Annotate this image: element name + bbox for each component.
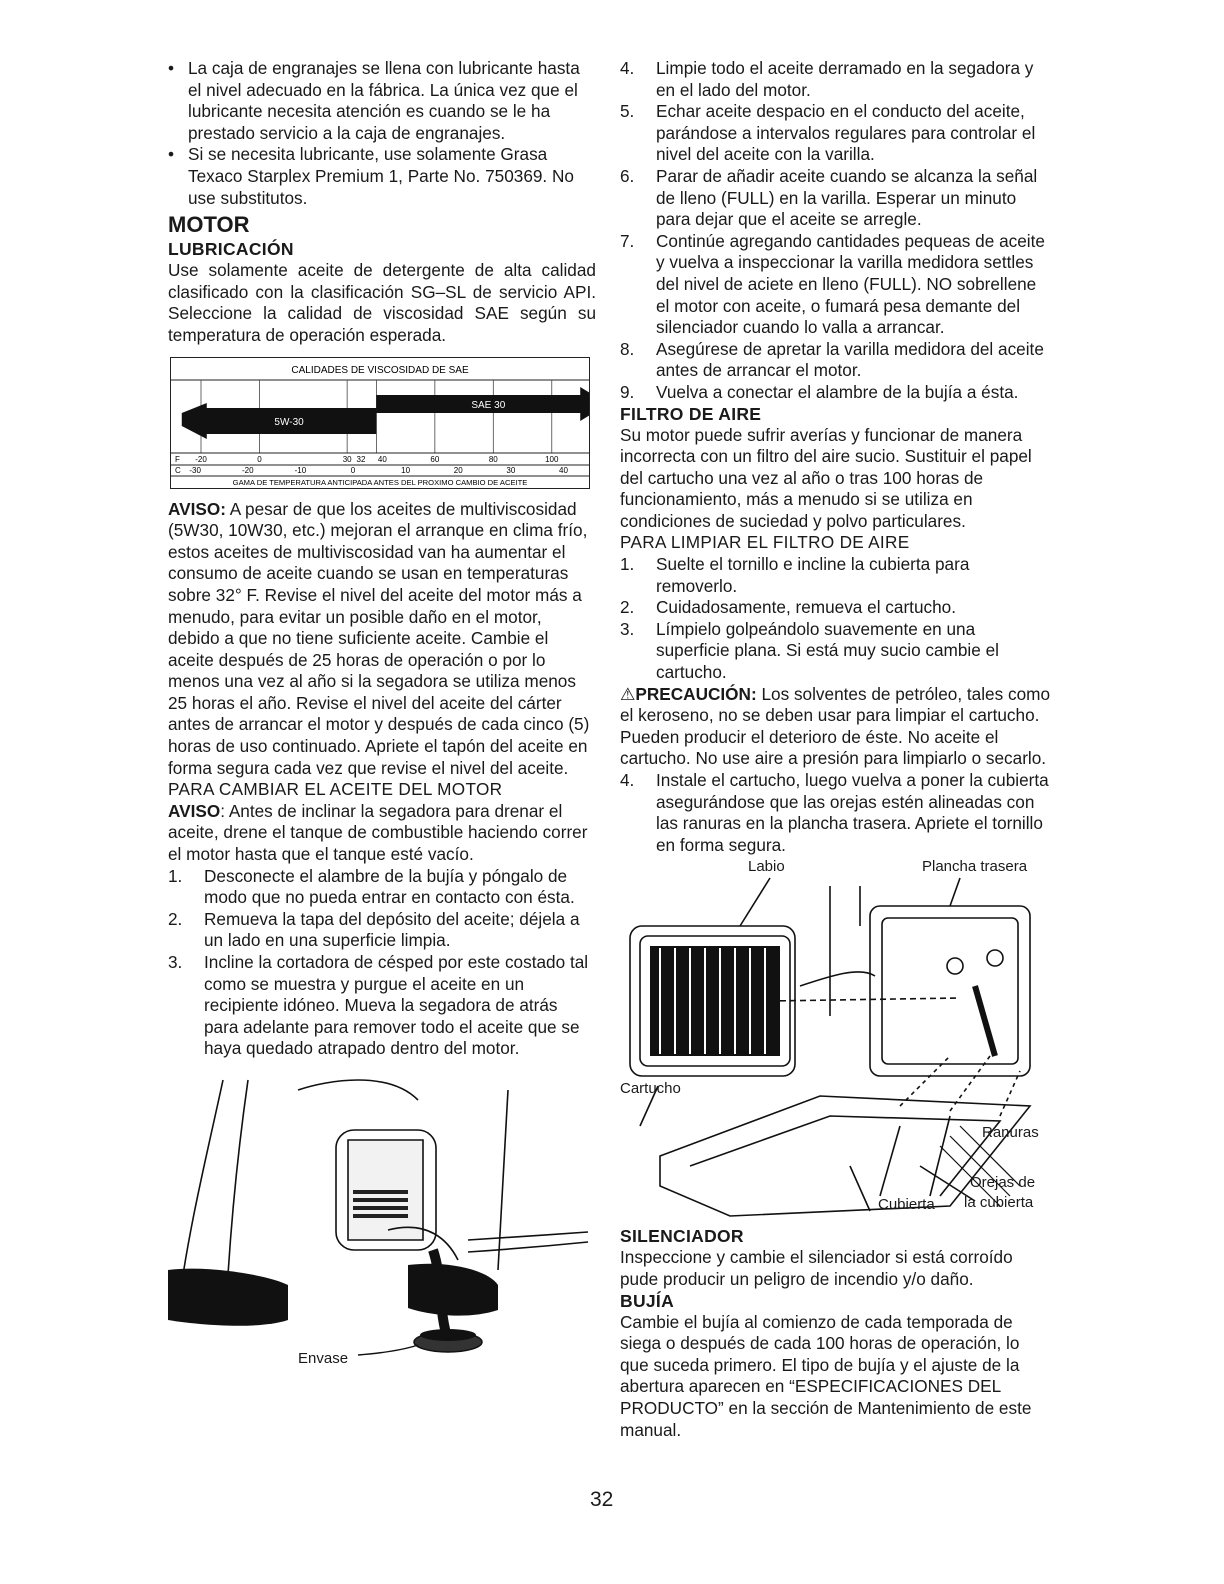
f-tick-label: 100 bbox=[545, 454, 559, 464]
bullet-item bbox=[168, 58, 596, 144]
step-number: 6. bbox=[620, 165, 635, 186]
step-number: 2. bbox=[168, 908, 183, 929]
list-item bbox=[168, 952, 596, 1060]
aviso2-text: : Antes de inclinar la segadora para drenar el aceite, drene el tanque de combustible haciendo correr el motor hasta que el tanque esté vacío. bbox=[168, 800, 588, 865]
precaucion-paragraph bbox=[620, 684, 1052, 770]
orejas-label-1: Orejas de bbox=[970, 1174, 1036, 1192]
air-filter-figure bbox=[620, 856, 1052, 1226]
step-text: Remueva la tapa del depósito del aceite; déjela a un lado en una superficie limpia. bbox=[204, 908, 580, 951]
c-tick-label: 40 bbox=[559, 465, 568, 475]
bullet-text: La caja de engranajes se llena con lubricante hasta el nivel adecuado en la fábrica. La única vez que el lubricante necesita atención es cuando se le ha prestado servicio a la caja de engranajes. bbox=[188, 58, 580, 143]
list-item bbox=[620, 101, 1052, 166]
chart-xlabel: GAMA DE TEMPERATURA ANTICIPADA ANTES DEL PROXIMO CAMBIO DE ACEITE bbox=[232, 477, 528, 487]
step-text: Suelte el tornillo e incline la cubierta para removerlo. bbox=[656, 554, 970, 596]
f-tick-label: 80 bbox=[488, 454, 498, 464]
chart-svg bbox=[171, 358, 589, 488]
step-number: 7. bbox=[620, 230, 635, 251]
right-column bbox=[620, 58, 1052, 1441]
left-column bbox=[168, 58, 596, 1376]
page-number: 32 bbox=[590, 1488, 614, 1511]
f-tick-labels bbox=[175, 455, 559, 464]
list-item bbox=[620, 166, 1052, 231]
oil-drain-illustration bbox=[168, 1070, 598, 1370]
plancha-label: Plancha trasera bbox=[922, 858, 1028, 876]
step-text: Echar aceite despacio en el conducto del aceite, parándose a intervalos regulares para controlar el nivel del aceite con la varilla. bbox=[656, 101, 1036, 165]
cartucho-label: Cartucho bbox=[620, 1080, 681, 1098]
step-number: 8. bbox=[620, 338, 635, 359]
bullet-icon: • bbox=[168, 58, 175, 78]
step-text: Desconecte el alambre de la bujía y póngalo de modo que no pueda entrar en contacto con ésta. bbox=[204, 865, 575, 908]
bullet-item bbox=[168, 144, 596, 209]
precaucion-label: PRECAUCIÓN: bbox=[635, 683, 757, 704]
labio-label: Labio bbox=[748, 858, 785, 876]
c-tick-label: C bbox=[175, 465, 181, 475]
bullet-text: Si se necesita lubricante, use solamente Grasa Texaco Starplex Premium 1, Parte No. 750369. No use substitutos. bbox=[188, 144, 574, 208]
step-text: Parar de añadir aceite cuando se alcanza la señal de lleno (FULL) en la varilla. Esperar un minuto para dejar que el aceite se arregle. bbox=[656, 165, 1038, 230]
list-item bbox=[620, 339, 1052, 382]
c-tick-label: 30 bbox=[506, 465, 516, 475]
step-number: 5. bbox=[620, 101, 635, 122]
list-item bbox=[620, 770, 1052, 856]
aviso1-label: AVISO: bbox=[168, 498, 226, 519]
c-tick-labels bbox=[175, 466, 568, 475]
bullet-icon: • bbox=[168, 144, 175, 165]
step-text: Limpie todo el aceite derramado en la segadora y en el lado del motor. bbox=[656, 58, 1034, 100]
step-text: Instale el cartucho, luego vuelva a poner la cubierta asegurándose que las orejas estén alineadas con las ranuras en la plancha trasera. Apriete el tornillo en forma segura. bbox=[656, 770, 1049, 855]
step-number: 4. bbox=[620, 58, 635, 78]
f-tick-label: 60 bbox=[430, 454, 440, 464]
lubricacion-heading: LUBRICACIÓN bbox=[168, 239, 294, 260]
silenciador-heading: SILENCIADOR bbox=[620, 1226, 744, 1247]
list-item bbox=[168, 866, 596, 909]
aviso2-paragraph bbox=[168, 801, 596, 866]
list-item bbox=[620, 597, 1052, 619]
c-tick-label: 0 bbox=[350, 465, 356, 475]
c-tick-label: -10 bbox=[294, 465, 307, 475]
limpiar-heading: PARA LIMPIAR EL FILTRO DE AIRE bbox=[620, 532, 910, 553]
step-number: 4. bbox=[620, 770, 635, 790]
step-text: Incline la cortadora de césped por este costado tal como se muestra y purgue el aceite en un recipiente idóneo. Mueva la segadora de atrás para adelante para remover todo el aceite que se haya quedado atrapado dentro del motor. bbox=[204, 952, 589, 1059]
list-item bbox=[620, 231, 1052, 339]
sae-viscosity-chart bbox=[170, 357, 590, 489]
c-tick-label: -20 bbox=[241, 465, 254, 475]
c-tick-label: 20 bbox=[453, 465, 463, 475]
step-number: 1. bbox=[620, 554, 635, 575]
step-number: 3. bbox=[168, 952, 183, 972]
list-item bbox=[620, 554, 1052, 597]
step-number: 1. bbox=[168, 865, 183, 886]
bujia-heading: BUJÍA bbox=[620, 1290, 675, 1311]
label-5w30: 5W-30 bbox=[274, 416, 304, 428]
ranuras-label: Ranuras bbox=[982, 1124, 1039, 1142]
list-item bbox=[620, 58, 1052, 101]
list-item bbox=[168, 909, 596, 952]
f-tick-label: 40 bbox=[377, 454, 387, 464]
chart-title: CALIDADES DE VISCOSIDAD DE SAE bbox=[291, 364, 469, 376]
silenciador-text: Inspeccione y cambie el silenciador si está corroído pude producir un peligro de incendio y/o daño. bbox=[620, 1247, 1013, 1289]
cubierta-label: Cubierta bbox=[878, 1196, 935, 1214]
label-sae30: SAE 30 bbox=[471, 399, 506, 411]
aviso1-text: A pesar de que los aceites de multiviscosidad (5W30, 10W30, etc.) mejoran el arranque en clima frío, estos aceites de multiviscosidad van ha aumentar el consumo de aceite cuando se usan en temperaturas sobre 32° F. Revise el nivel del aceite del motor más a menudo, para evitar un posible daño en el motor, debido a que no tiene suficiente aceite. Cambie el aceite después de 25 horas de operación o por lo menos una vez al año si la segadora se utiliza menos 25 horas el año. Revise el nivel del aceite del cárter antes de arrancar el motor y después de cada cinco (5) horas de uso continuado. Apriete el tapón del aceite en forma segura cada vez que revise el nivel del aceite. bbox=[168, 498, 590, 778]
filtro-heading: FILTRO DE AIRE bbox=[620, 403, 762, 424]
cambiar-heading: PARA CAMBIAR EL ACEITE DEL MOTOR bbox=[168, 779, 503, 800]
list-item bbox=[620, 382, 1052, 404]
oil-drain-figure bbox=[168, 1070, 596, 1376]
step-number: 2. bbox=[620, 597, 635, 618]
aviso2-label: AVISO bbox=[168, 800, 221, 821]
f-tick-label: 0 bbox=[257, 454, 262, 464]
step-text: Continúe agregando cantidades pequeas de aceite y vuelva a inspeccionar la varilla medidora settles del nivel de aciete en lleno (FULL). NO sobrellene el motor con aceite, o fumará pesa demante del silenciador cuando lo valla a arrancar. bbox=[656, 230, 1045, 338]
aviso1-paragraph bbox=[168, 499, 596, 780]
step-text: Vuelva a conectar el alambre de la bujía a ésta. bbox=[656, 381, 1019, 402]
precaucion-text: Los solventes de petróleo, tales como el keroseno, no se deben usar para limpiar el cartucho. Pueden producir el deterioro de éste. No aceite el cartucho. No use aire a presión para limpiarlo o secarlo. bbox=[620, 683, 1051, 769]
step-text: Asegúrese de apretar la varilla medidora del aceite antes de arrancar el motor. bbox=[656, 338, 1044, 381]
envase-label: Envase bbox=[298, 1349, 349, 1367]
lubricacion-text: Use solamente aceite de detergente de alta calidad clasificado con la clasificación SG–SL de servicio API. Seleccione la calidad de viscosidad SAE según su temperatura de operación esperada. bbox=[168, 260, 596, 345]
list-item bbox=[620, 619, 1052, 684]
orejas-label-2: la cubierta bbox=[964, 1194, 1034, 1212]
f-tick-label: F bbox=[175, 454, 180, 464]
motor-heading: MOTOR bbox=[168, 212, 250, 238]
step-number: 3. bbox=[620, 618, 635, 639]
warning-icon: ⚠ bbox=[620, 683, 636, 704]
filtro-text: Su motor puede sufrir averías y funcionar de manera incorrecta con un filtro del aire sucio. Sustituir el papel del cartucho una vez al año o tras 100 horas de funcionamiento, más a menudo si se utiliza en condiciones de suciedad y polvo particulares. bbox=[620, 424, 1032, 531]
f-tick-label: 30 bbox=[342, 454, 352, 464]
f-tick-label: -20 bbox=[195, 454, 207, 464]
step-text: Límpielo golpeándolo suavemente en una superficie plana. Si está muy sucio cambie el cartucho. bbox=[656, 618, 999, 683]
bujia-text: Cambie el bujía al comienzo de cada temporada de siega o después de cada 100 horas de operación, lo que suceda primero. El tipo de bujía y el ajuste de la abertura aparecen en “ESPECIFICACIONES DEL PRODUCTO” en la sección de Mantenimiento de este manual. bbox=[620, 1311, 1032, 1440]
step-text: Cuidadosamente, remueva el cartucho. bbox=[656, 597, 956, 618]
step-number: 9. bbox=[620, 381, 635, 402]
c-tick-label: -30 bbox=[189, 465, 201, 475]
f-tick-label: 32 bbox=[356, 454, 366, 464]
c-tick-label: 10 bbox=[401, 465, 411, 475]
